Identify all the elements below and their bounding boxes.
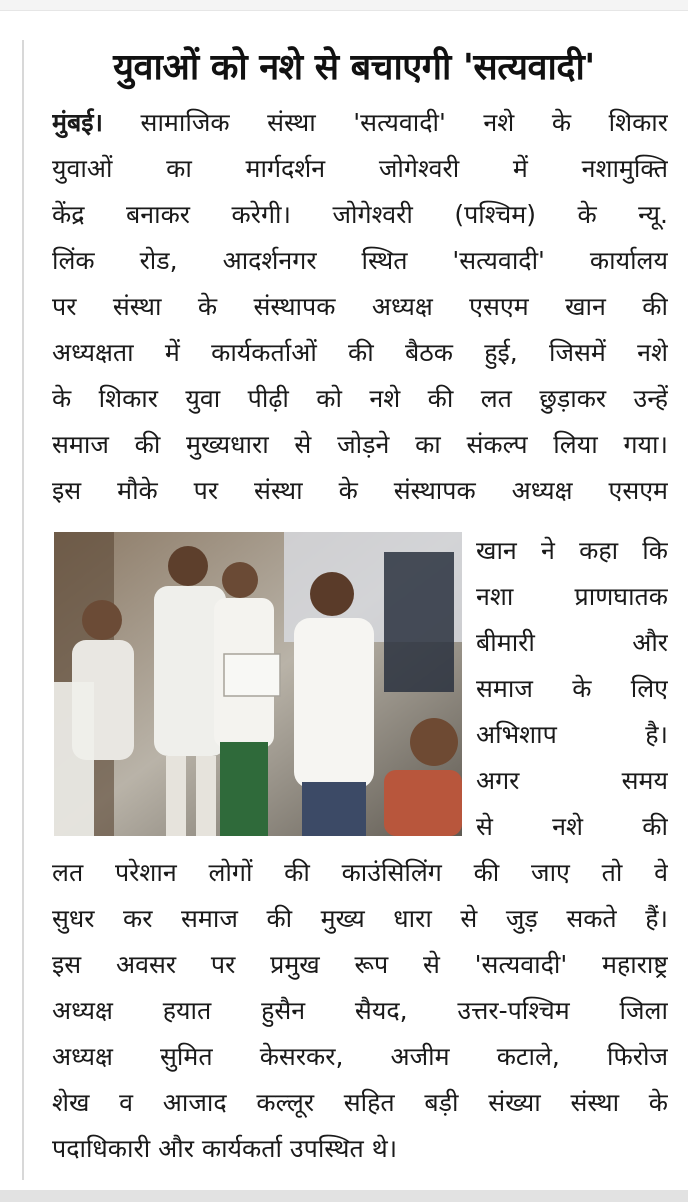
tail-line-5: शेख व आजाद कल्लूर सहित बड़ी संख्या संस्था के [52, 1088, 668, 1117]
body-line-8: इस मौके पर संस्था के संस्थापक अध्यक्ष एसएम [52, 476, 668, 505]
body-line-1: युवाओं का मार्गदर्शन जोगेश्वरी में नशामुक्ति [52, 154, 668, 183]
body-line-2: केंद्र बनाकर करेगी। जोगेश्वरी (पश्चिम) के न्यू. [52, 200, 668, 229]
column-rule [22, 40, 24, 1180]
body-line-0 [52, 100, 668, 146]
news-photo [54, 532, 462, 836]
page-top-edge [0, 0, 688, 11]
side-line-2: बीमारी और [476, 628, 668, 657]
body-line-7: समाज की मुख्यधारा से जोड़ने का संकल्प लिया गया। [52, 430, 668, 459]
tail-line-1: सुधर कर समाज की मुख्य धारा से जुड़ सकते हैं। [52, 904, 668, 933]
side-line-5: अगर समय [476, 766, 668, 795]
dateline: मुंबई। [52, 108, 103, 137]
body-line-6: के शिकार युवा पीढ़ी को नशे की लत छुड़ाकर उन्हें [52, 384, 668, 413]
side-line-6: से नशे की [476, 812, 668, 841]
body-line-0-text: सामाजिक संस्था 'सत्यवादी' नशे के शिकार [102, 108, 668, 137]
tail-line-2: इस अवसर पर प्रमुख रूप से 'सत्यवादी' महाराष्ट्र [52, 950, 668, 979]
side-line-3: समाज के लिए [476, 674, 668, 703]
tail-line-4: अध्यक्ष सुमित केसरकर, अजीम कटाले, फिरोज [52, 1042, 668, 1071]
tail-line-6: पदाधिकारी और कार्यकर्ता उपस्थित थे। [52, 1134, 398, 1163]
page-bottom-edge [0, 1190, 688, 1202]
article-headline: युवाओं को नशे से बचाएगी 'सत्यवादी' [113, 47, 595, 88]
side-line-0: खान ने कहा कि [476, 536, 668, 565]
side-line-4: अभिशाप है। [476, 720, 668, 749]
body-line-3: लिंक रोड, आदर्शनगर स्थित 'सत्यवादी' कार्यालय [52, 246, 668, 275]
tail-line-0: लत परेशान लोगों की काउंसिलिंग की जाए तो वे [52, 858, 668, 887]
tail-line-3: अध्यक्ष हयात हुसैन सैयद, उत्तर-पश्चिम जिला [52, 996, 668, 1025]
body-line-5: अध्यक्षता में कार्यकर्ताओं की बैठक हुई, जिसमें नशे [52, 338, 668, 367]
side-line-1: नशा प्राणघातक [476, 582, 668, 611]
body-line-4: पर संस्था के संस्थापक अध्यक्ष एसएम खान की [52, 292, 668, 321]
photo-illustration [54, 532, 462, 836]
